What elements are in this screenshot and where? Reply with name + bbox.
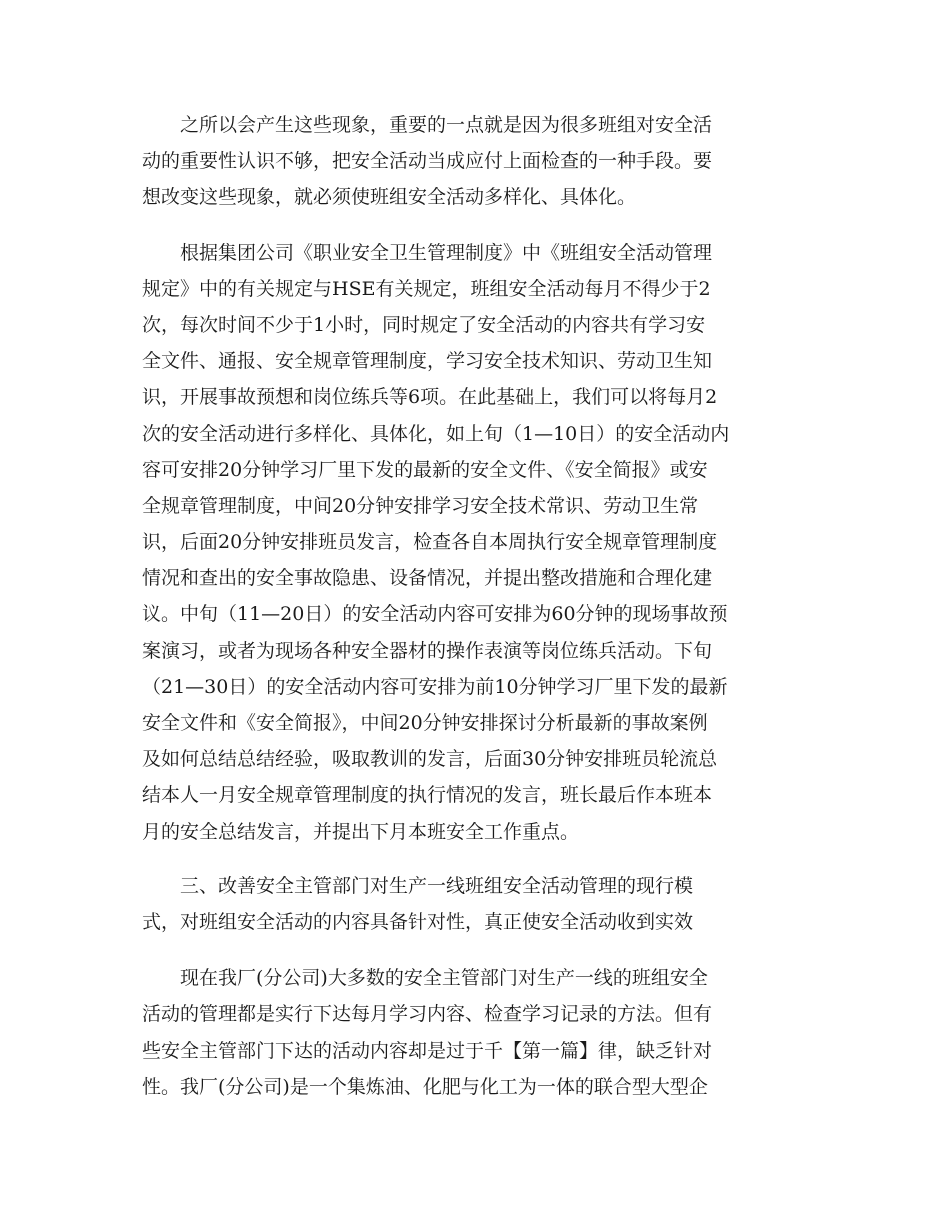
paragraph-line: 识，后面20分钟安排班员发言，检查各自本周执行安全规章管理制度 [142, 531, 718, 554]
paragraph-line: 容可安排20分钟学习厂里下发的最新的安全文件、《安全简报》或安 [142, 458, 708, 481]
paragraph-line: 月的安全总结发言，并提出下月本班安全工作重点。 [142, 820, 580, 843]
paragraph-line: 结本人一月安全规章管理制度的执行情况的发言，班长最后作本班本 [142, 784, 713, 807]
paragraph-line: 些安全主管部门下达的活动内容却是过于千【第一篇】律，缺乏针对 [142, 1039, 713, 1062]
paragraph-line: 之所以会产生这些现象，重要的一点就是因为很多班组对安全活 [142, 114, 713, 136]
paragraph-line: 规定》中的有关规定与HSE有关规定，班组安全活动每月不得少于2 [142, 277, 711, 300]
paragraph-line: 三、改善安全主管部门对生产一线班组安全活动管理的现行模 [142, 874, 694, 897]
paragraph-line: （21—30日）的安全活动内容可安排为前10分钟学习厂里下发的最新 [142, 675, 728, 698]
paragraph-line: 次的安全活动进行多样化、具体化，如上旬（1—10日）的安全活动内 [142, 422, 730, 445]
paragraph-line: 式，对班组安全活动的内容具备针对性，真正使安全活动收到实效 [142, 910, 694, 933]
paragraph-3 [142, 868, 804, 940]
paragraph-2 [142, 235, 804, 850]
paragraph-line: 活动的管理都是实行下达每月学习内容、检查学习记录的方法。但有 [142, 1003, 713, 1026]
document-body [142, 107, 804, 1105]
paragraph-line: 情况和查出的安全事故隐患、设备情况，并提出整改措施和合理化建 [142, 567, 713, 590]
paragraph-line: 想改变这些现象，就必须使班组安全活动多样化、具体化。 [142, 186, 637, 209]
paragraph-line: 及如何总结总结经验，吸取教训的发言，后面30分钟安排班员轮流总 [142, 748, 718, 771]
paragraph-line: 识，开展事故预想和岗位练兵等6项。在此基础上，我们可以将每月2 [142, 386, 718, 409]
paragraph-line: 全文件、通报、安全规章管理制度，学习安全技术知识、劳动卫生知 [142, 350, 713, 373]
paragraph-spacing [142, 940, 804, 960]
paragraph-spacing [142, 850, 804, 868]
paragraph-line: 现在我厂(分公司)大多数的安全主管部门对生产一线的班组安全 [142, 967, 708, 990]
paragraph-line: 安全文件和《安全简报》，中间20分钟安排探讨分析最新的事故案例 [142, 712, 708, 734]
paragraph-spacing [142, 216, 804, 235]
paragraph-line: 根据集团公司《职业安全卫生管理制度》中《班组安全活动管理 [142, 241, 713, 264]
paragraph-1 [142, 107, 804, 216]
paragraph-line: 动的重要性认识不够，把安全活动当成应付上面检查的一种手段。要 [142, 150, 713, 173]
paragraph-4 [142, 960, 804, 1105]
paragraph-line: 议。中旬（11—20日）的安全活动内容可安排为60分钟的现场事故预 [142, 603, 728, 626]
paragraph-line: 案演习，或者为现场各种安全器材的操作表演等岗位练兵活动。下旬 [142, 639, 713, 662]
paragraph-line: 次，每次时间不少于1小时，同时规定了安全活动的内容共有学习安 [142, 313, 706, 336]
paragraph-line: 性。我厂(分公司)是一个集炼油、化肥与化工为一体的联合型大型企 [142, 1075, 708, 1098]
paragraph-line: 全规章管理制度，中间20分钟安排学习安全技术常识、劳动卫生常 [142, 494, 699, 517]
